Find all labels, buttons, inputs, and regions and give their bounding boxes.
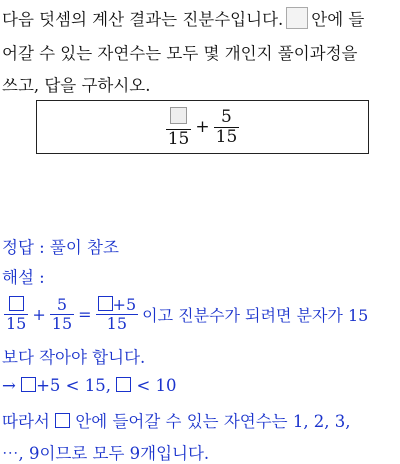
fraction-1: 15: [166, 106, 192, 149]
explanation-line-5: ⋯, 9이므로 모두 9개입니다.: [2, 444, 210, 463]
blank-box: [116, 377, 131, 392]
question-line-3: 쓰고, 답을 구하시오.: [2, 76, 151, 95]
explanation-line-4: 따라서 안에 들어갈 수 있는 자연수는 1, 2, 3,: [2, 412, 351, 431]
explanation-label: 해설 :: [2, 268, 45, 287]
plus-sign: +: [195, 117, 210, 137]
explanation-line-3: → +5 < 15, < 10: [2, 376, 177, 395]
answer-label: 정답 : 풀이 참조: [2, 238, 119, 257]
blank-box: [286, 7, 308, 29]
question-text: 안에 들: [311, 10, 365, 29]
question-line-1: [2, 6, 364, 30]
explanation-equation: 15 + $\frac{5}{15}$ = $\frac{+5}{15}$ 이고 진분수가 되려면 분자가 15: [6, 294, 369, 333]
blank-box: [170, 107, 187, 124]
explanation-text: 이고 진분수가 되려면 분자가 15: [142, 305, 369, 325]
question-line-2: 어갈 수 있는 자연수는 모두 몇 개인지 풀이과정을: [2, 44, 358, 63]
blank-box: [98, 296, 113, 311]
blank-box: [55, 413, 70, 428]
question-text: 다음 덧셈의 계산 결과는 진분수입니다.: [2, 10, 284, 29]
expression-box: [36, 100, 369, 154]
blank-box: [9, 296, 24, 311]
fraction-2: $\frac{5}{15}$: [215, 106, 238, 147]
explanation-line-2: 보다 작아야 합니다.: [2, 348, 146, 367]
blank-box: [21, 377, 36, 392]
